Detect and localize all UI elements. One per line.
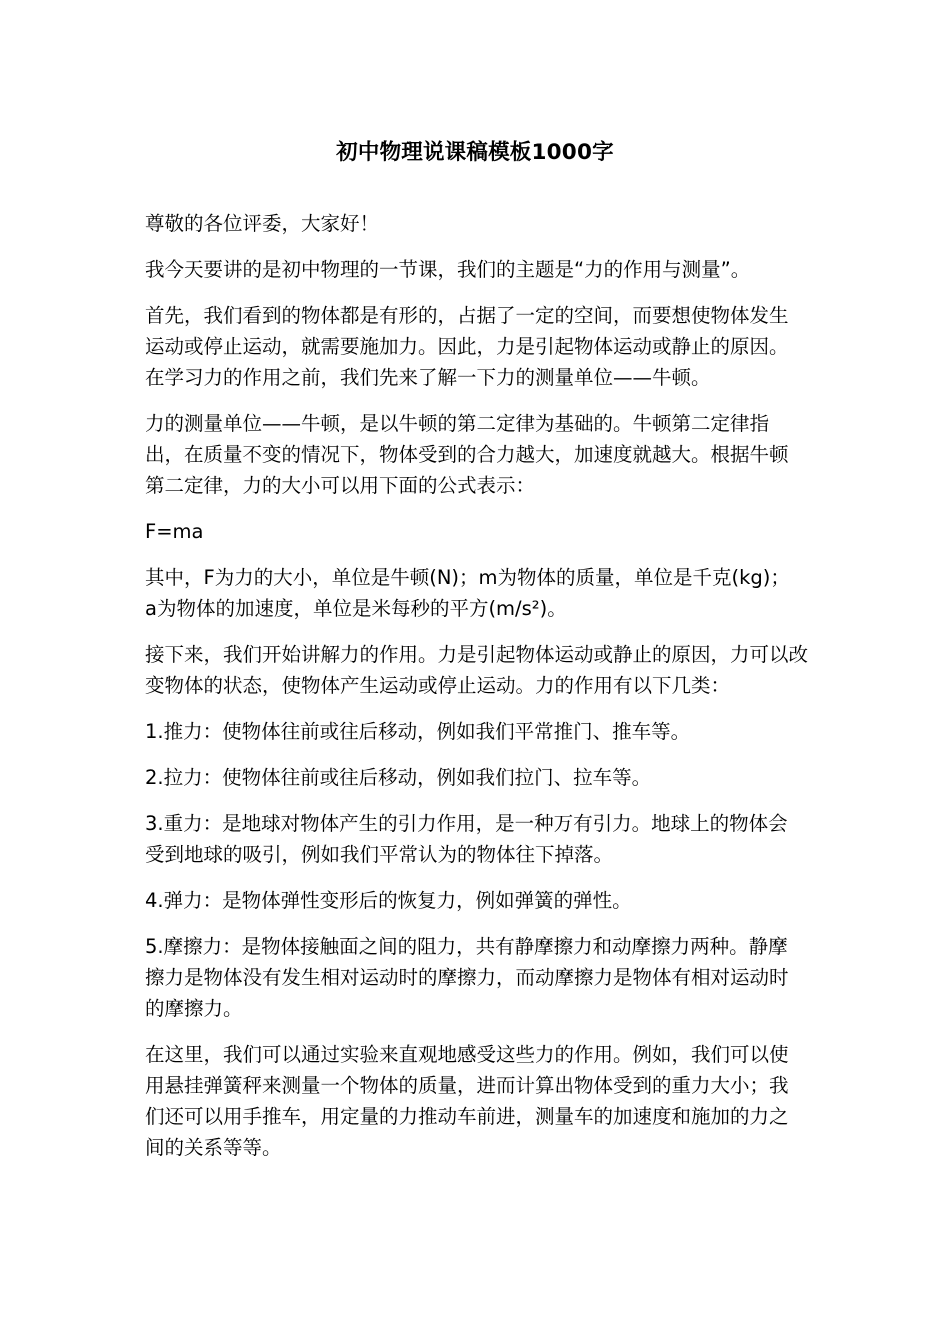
document-body: [145, 208, 825, 1178]
list-item-elastic-force: 4.弹力：是物体弹性变形后的恢复力，例如弹簧的弹性。: [145, 889, 632, 912]
paragraph-topic: 我今天要讲的是初中物理的一节课，我们的主题是“力的作用与测量”。: [145, 258, 751, 281]
list-item-pull-force: 2.拉力：使物体往前或往后移动，例如我们拉门、拉车等。: [145, 766, 652, 789]
list-item-push-force: 1.推力：使物体往前或往后移动，例如我们平常推门、推车等。: [145, 720, 691, 743]
paragraph-experiments: 在这里，我们可以通过实验来直观地感受这些力的作用。例如，我们可以使用悬挂弹簧秤来测量一个物体的质量，进而计算出物体受到的重力大小；我们还可以用手推车，用定量的力推动车前进，测量车的加速度和施加的力之间的关系等等。: [145, 1043, 789, 1159]
paragraph-introduction: 首先，我们看到的物体都是有形的，占据了一定的空间，而要想使物体发生运动或停止运动，就需要施加力。因此，力是引起物体运动或静止的原因。在学习力的作用之前，我们先来了解一下力的测量单位——牛顿。: [145, 304, 789, 389]
paragraph-newton-unit: 力的测量单位——牛顿，是以牛顿的第二定律为基础的。牛顿第二定律指出，在质量不变的情况下，物体受到的合力越大，加速度就越大。根据牛顿第二定律，力的大小可以用下面的公式表示：: [145, 412, 789, 497]
list-item-gravity: 3.重力：是地球对物体产生的引力作用，是一种万有引力。地球上的物体会受到地球的吸引，例如我们平常认为的物体往下掉落。: [145, 812, 788, 866]
paragraph-greeting: 尊敬的各位评委，大家好！: [145, 212, 380, 235]
list-item-friction: 5.摩擦力：是物体接触面之间的阻力，共有静摩擦力和动摩擦力两种。静摩擦力是物体没有发生相对运动时的摩擦力，而动摩擦力是物体有相对运动时的摩擦力。: [145, 935, 789, 1020]
document-title: 初中物理说课稿模板1000字: [336, 140, 614, 165]
paragraph-formula-explanation: 其中，F为力的大小，单位是牛顿(N)；m为物体的质量，单位是千克(kg)；a为物体的加速度，单位是米每秒的平方(m/s²)。: [145, 566, 790, 620]
paragraph-force-effects: 接下来，我们开始讲解力的作用。力是引起物体运动或静止的原因，力可以改变物体的状态，使物体产生运动或停止运动。力的作用有以下几类：: [145, 643, 809, 697]
formula: F=ma: [145, 520, 204, 543]
